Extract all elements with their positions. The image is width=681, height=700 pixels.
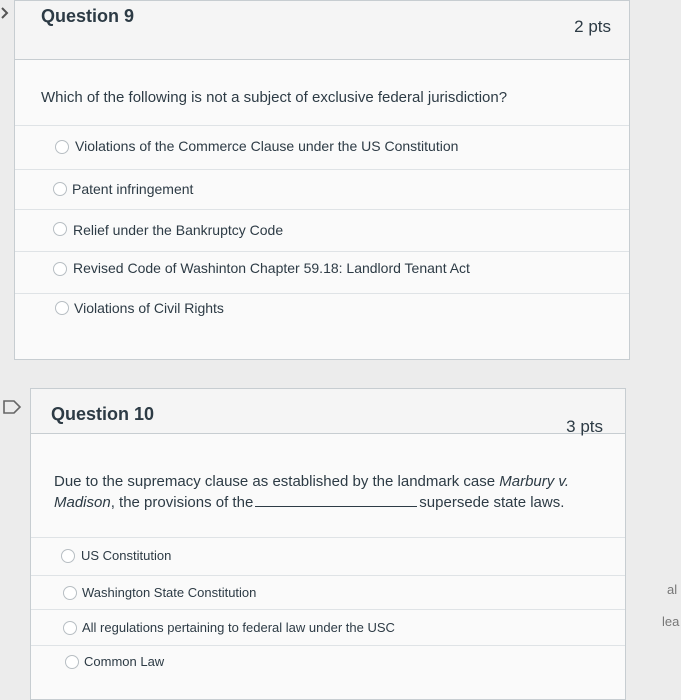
question-9-points: 2 pts — [574, 17, 611, 36]
question-10-header — [31, 389, 625, 434]
question-10-text — [54, 471, 594, 513]
edge-text-fragment: lea — [662, 614, 680, 629]
answer-label: Common Law — [84, 654, 165, 669]
radio-button[interactable] — [53, 222, 67, 236]
radio-button[interactable] — [53, 262, 67, 276]
question-9-title: Question 9 — [41, 6, 135, 26]
answer-option[interactable] — [31, 645, 625, 682]
radio-button[interactable] — [65, 655, 79, 669]
fill-in-blank — [255, 492, 417, 507]
question-9-header — [15, 1, 629, 60]
radio-button[interactable] — [53, 182, 67, 196]
question-10-text-part1: Due to the supremacy clause as established by the landmark case — [54, 473, 500, 490]
radio-button[interactable] — [63, 621, 77, 635]
answer-label: US Constitution — [81, 548, 172, 563]
question-9-card — [14, 0, 630, 360]
previous-arrow-icon[interactable] — [0, 6, 10, 20]
question-10-card — [30, 388, 626, 700]
question-10-text-part2: , the provisions of the — [110, 494, 254, 511]
answer-option[interactable] — [31, 575, 625, 612]
radio-button[interactable] — [55, 140, 69, 154]
radio-button[interactable] — [63, 586, 77, 600]
answer-option[interactable] — [15, 251, 629, 288]
question-9-text: Which of the following is not a subject of exclusive federal jurisdiction? — [41, 89, 508, 106]
question-10-points: 3 pts — [566, 417, 603, 436]
answer-option[interactable] — [15, 169, 629, 206]
answer-label: All regulations pertaining to federal law under the USC — [82, 620, 395, 635]
question-10-case-name: Marbury v. Madison — [54, 473, 569, 511]
answer-option[interactable] — [31, 537, 625, 574]
answer-option[interactable] — [15, 209, 629, 246]
answer-label: Violations of the Commerce Clause under the US Constitution — [75, 138, 459, 154]
flag-question-icon[interactable] — [2, 399, 22, 415]
radio-button[interactable] — [61, 549, 75, 563]
answer-label: Violations of Civil Rights — [74, 300, 224, 316]
answer-label: Relief under the Bankruptcy Code — [73, 222, 284, 238]
answer-option[interactable] — [31, 609, 625, 646]
radio-button[interactable] — [55, 301, 69, 315]
answer-label: Revised Code of Washinton Chapter 59.18: Landlord Tenant Act — [73, 260, 470, 276]
answer-label: Patent infringement — [72, 181, 194, 197]
answer-option[interactable] — [15, 125, 629, 162]
answer-option[interactable] — [15, 293, 629, 330]
question-10-text-part3: supersede state laws. — [419, 494, 565, 511]
question-10-title: Question 10 — [51, 404, 155, 424]
answer-label: Washington State Constitution — [82, 585, 257, 600]
edge-text-fragment: al — [667, 582, 678, 597]
